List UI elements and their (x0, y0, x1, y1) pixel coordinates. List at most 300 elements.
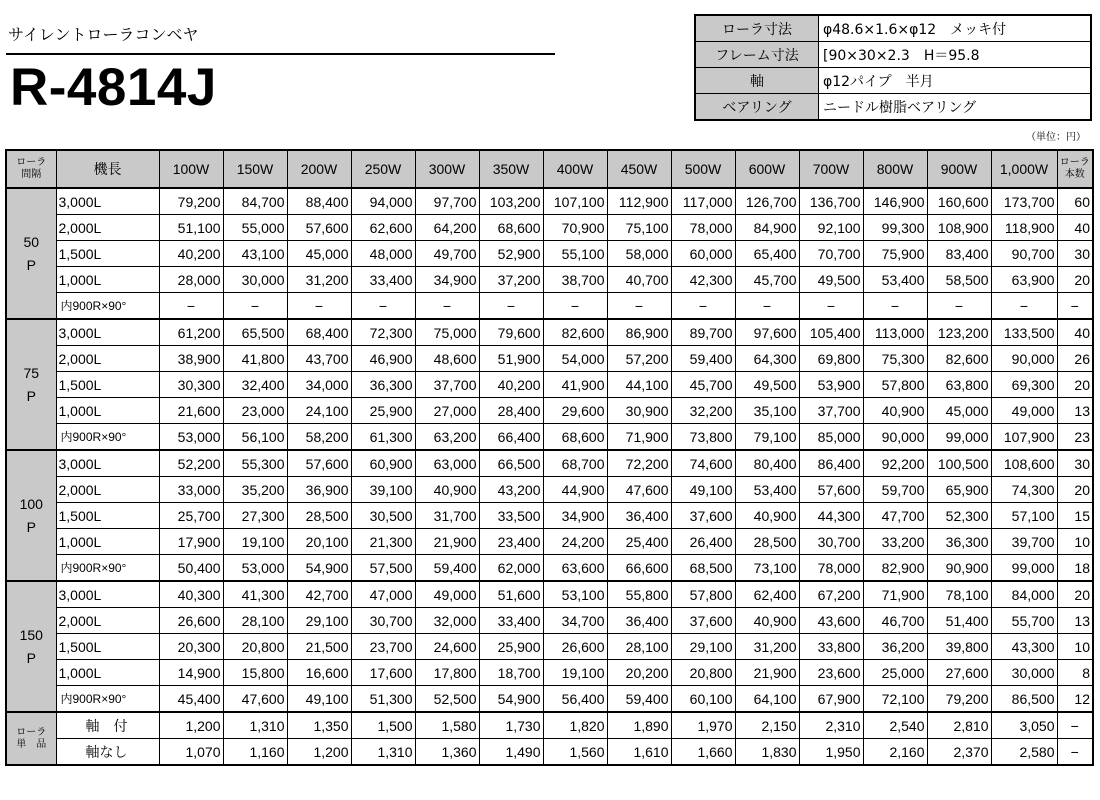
price-cell: 80,400 (735, 450, 799, 477)
price-cell: 27,000 (415, 398, 479, 424)
price-cell: − (607, 293, 671, 320)
row-length: 3,000L (56, 450, 159, 477)
pitch-group-label: 100 P (6, 450, 56, 581)
price-cell: 45,700 (671, 372, 735, 398)
row-length: 1,000L (56, 529, 159, 555)
price-cell: 18,700 (479, 660, 543, 686)
header-width: 600W (735, 150, 799, 188)
price-cell: 31,200 (735, 634, 799, 660)
price-cell: − (799, 293, 863, 320)
price-cell: 97,600 (735, 319, 799, 346)
price-cell: 82,600 (927, 346, 991, 372)
price-cell: 37,200 (479, 267, 543, 293)
price-cell: 2,160 (863, 739, 927, 766)
price-cell: 40,900 (415, 477, 479, 503)
row-length: 1,000L (56, 660, 159, 686)
title-underline (6, 53, 555, 55)
price-cell: 1,610 (607, 739, 671, 766)
price-cell: 33,500 (479, 503, 543, 529)
price-cell: 84,900 (735, 215, 799, 241)
price-cell: 40,200 (159, 241, 223, 267)
price-cell: 99,300 (863, 215, 927, 241)
price-cell: 68,400 (287, 319, 351, 346)
price-cell: 38,700 (543, 267, 607, 293)
price-cell: 25,700 (159, 503, 223, 529)
price-cell: 92,200 (863, 450, 927, 477)
price-cell: 51,300 (351, 686, 415, 713)
price-cell: 1,660 (671, 739, 735, 766)
price-cell: 52,200 (159, 450, 223, 477)
price-cell: 57,600 (799, 477, 863, 503)
price-cell: 54,900 (479, 686, 543, 713)
price-cell: 3,050 (991, 712, 1057, 739)
roller-count: 18 (1057, 555, 1093, 582)
spec-value: [90×30×2.3 H＝95.8 (819, 42, 1092, 68)
price-cell: 28,100 (607, 634, 671, 660)
price-cell: 74,300 (991, 477, 1057, 503)
price-cell: 41,800 (223, 346, 287, 372)
price-cell: 45,000 (287, 241, 351, 267)
roller-count: 12 (1057, 686, 1093, 713)
price-cell: 60,000 (671, 241, 735, 267)
roller-count: − (1057, 739, 1093, 766)
price-cell: 20,200 (607, 660, 671, 686)
price-cell: 61,200 (159, 319, 223, 346)
price-cell: 75,900 (863, 241, 927, 267)
price-cell: 29,100 (287, 608, 351, 634)
row-length: 内900R×90° (56, 686, 159, 713)
price-cell: 35,100 (735, 398, 799, 424)
price-cell: 44,100 (607, 372, 671, 398)
price-cell: 65,400 (735, 241, 799, 267)
spec-value: ニードル樹脂ベアリング (819, 94, 1092, 121)
price-cell: 55,700 (991, 608, 1057, 634)
price-cell: 53,400 (735, 477, 799, 503)
price-cell: 160,600 (927, 188, 991, 215)
price-cell: 67,200 (799, 581, 863, 608)
price-cell: 1,490 (479, 739, 543, 766)
price-cell: 62,400 (735, 581, 799, 608)
roller-count: 23 (1057, 424, 1093, 451)
price-cell: 52,500 (415, 686, 479, 713)
price-cell: 58,200 (287, 424, 351, 451)
spec-value: φ48.6×1.6×φ12 メッキ付 (819, 15, 1092, 42)
table-row (6, 608, 1093, 634)
price-cell: 1,580 (415, 712, 479, 739)
price-cell: 43,600 (799, 608, 863, 634)
price-cell: 59,700 (863, 477, 927, 503)
price-cell: 103,200 (479, 188, 543, 215)
price-cell: 63,900 (991, 267, 1057, 293)
price-cell: 40,200 (479, 372, 543, 398)
price-cell: 24,600 (415, 634, 479, 660)
price-cell: 73,100 (735, 555, 799, 582)
price-cell: 69,300 (991, 372, 1057, 398)
price-cell: − (863, 293, 927, 320)
price-cell: − (991, 293, 1057, 320)
price-cell: 79,200 (159, 188, 223, 215)
price-cell: 49,500 (735, 372, 799, 398)
row-length: 3,000L (56, 188, 159, 215)
price-cell: 30,000 (223, 267, 287, 293)
price-cell: 63,600 (543, 555, 607, 582)
price-cell: 21,900 (735, 660, 799, 686)
price-cell: 2,810 (927, 712, 991, 739)
pitch-group-label: 75 P (6, 319, 56, 450)
price-cell: 1,070 (159, 739, 223, 766)
price-cell: 78,100 (927, 581, 991, 608)
price-cell: 55,100 (543, 241, 607, 267)
price-cell: 105,400 (799, 319, 863, 346)
price-cell: 1,360 (415, 739, 479, 766)
row-length: 内900R×90° (56, 424, 159, 451)
price-cell: 35,200 (223, 477, 287, 503)
price-cell: 28,500 (287, 503, 351, 529)
price-cell: 1,970 (671, 712, 735, 739)
price-cell: 23,400 (479, 529, 543, 555)
price-cell: 23,700 (351, 634, 415, 660)
price-cell: 20,100 (287, 529, 351, 555)
price-cell: − (287, 293, 351, 320)
price-cell: 86,500 (991, 686, 1057, 713)
price-cell: 17,800 (415, 660, 479, 686)
header-width: 400W (543, 150, 607, 188)
table-row (6, 477, 1093, 503)
spec-key: ローラ寸法 (695, 15, 819, 42)
price-cell: − (415, 293, 479, 320)
spec-row-shaft (695, 68, 1091, 94)
row-length: 1,000L (56, 398, 159, 424)
row-length: 2,000L (56, 608, 159, 634)
price-cell: 37,600 (671, 503, 735, 529)
price-cell: 30,300 (159, 372, 223, 398)
price-cell: 78,000 (799, 555, 863, 582)
price-cell: 70,900 (543, 215, 607, 241)
price-cell: 39,100 (351, 477, 415, 503)
price-cell: 68,700 (543, 450, 607, 477)
price-cell: 99,000 (991, 555, 1057, 582)
price-cell: 57,600 (287, 450, 351, 477)
price-cell: 83,400 (927, 241, 991, 267)
price-cell: 71,900 (863, 581, 927, 608)
price-cell: 53,100 (543, 581, 607, 608)
price-cell: 90,700 (991, 241, 1057, 267)
price-cell: 72,100 (863, 686, 927, 713)
price-cell: 92,100 (799, 215, 863, 241)
table-row (6, 686, 1093, 713)
price-cell: 57,500 (351, 555, 415, 582)
price-cell: 26,600 (159, 608, 223, 634)
price-cell: 50,400 (159, 555, 223, 582)
price-cell: 20,800 (223, 634, 287, 660)
price-cell: 55,300 (223, 450, 287, 477)
spec-row-bearing (695, 94, 1091, 121)
price-cell: 31,700 (415, 503, 479, 529)
price-cell: 82,900 (863, 555, 927, 582)
price-cell: 56,400 (543, 686, 607, 713)
price-cell: 32,200 (671, 398, 735, 424)
price-cell: 90,900 (927, 555, 991, 582)
roller-count: 10 (1057, 529, 1093, 555)
row-length: 2,000L (56, 346, 159, 372)
spec-row-roller (695, 15, 1091, 42)
price-cell: 40,300 (159, 581, 223, 608)
price-cell: 57,100 (991, 503, 1057, 529)
price-cell: 16,600 (287, 660, 351, 686)
price-cell: 52,300 (927, 503, 991, 529)
header-roller-count: ローラ 本数 (1057, 150, 1093, 188)
price-cell: 29,600 (543, 398, 607, 424)
price-cell: 47,000 (351, 581, 415, 608)
price-cell: 25,000 (863, 660, 927, 686)
price-cell: 41,900 (543, 372, 607, 398)
pitch-group-label: 150 P (6, 581, 56, 712)
price-cell: 64,300 (735, 346, 799, 372)
table-row (6, 581, 1093, 608)
price-cell: 45,700 (735, 267, 799, 293)
price-cell: 36,300 (351, 372, 415, 398)
price-cell: 1,350 (287, 712, 351, 739)
price-cell: 68,500 (671, 555, 735, 582)
price-cell: 17,600 (351, 660, 415, 686)
price-cell: 108,900 (927, 215, 991, 241)
price-cell: 75,100 (607, 215, 671, 241)
price-cell: 47,600 (607, 477, 671, 503)
price-cell: 34,900 (543, 503, 607, 529)
header-width: 300W (415, 150, 479, 188)
spec-key: 軸 (695, 68, 819, 94)
price-cell: 58,500 (927, 267, 991, 293)
price-cell: 1,730 (479, 712, 543, 739)
price-cell: 173,700 (991, 188, 1057, 215)
price-cell: 36,200 (863, 634, 927, 660)
price-cell: 1,160 (223, 739, 287, 766)
price-cell: 36,400 (607, 503, 671, 529)
price-cell: 49,100 (287, 686, 351, 713)
price-cell: 51,900 (479, 346, 543, 372)
price-cell: 118,900 (991, 215, 1057, 241)
price-cell: 53,000 (223, 555, 287, 582)
price-cell: 30,000 (991, 660, 1057, 686)
price-cell: 100,500 (927, 450, 991, 477)
price-cell: 34,700 (543, 608, 607, 634)
price-cell: 133,500 (991, 319, 1057, 346)
price-cell: − (927, 293, 991, 320)
price-cell: 59,400 (415, 555, 479, 582)
price-cell: − (543, 293, 607, 320)
table-row (6, 503, 1093, 529)
row-length: 2,000L (56, 477, 159, 503)
header-width: 800W (863, 150, 927, 188)
price-cell: 57,800 (671, 581, 735, 608)
price-cell: 65,500 (223, 319, 287, 346)
price-cell: 1,200 (287, 739, 351, 766)
price-cell: 53,000 (159, 424, 223, 451)
price-cell: 75,000 (415, 319, 479, 346)
price-cell: 69,800 (799, 346, 863, 372)
price-cell: 49,000 (991, 398, 1057, 424)
price-cell: 32,000 (415, 608, 479, 634)
roller-count: 20 (1057, 581, 1093, 608)
price-cell: 61,300 (351, 424, 415, 451)
price-cell: 33,800 (799, 634, 863, 660)
price-cell: 30,700 (351, 608, 415, 634)
price-cell: 1,890 (607, 712, 671, 739)
roller-count: 20 (1057, 477, 1093, 503)
price-cell: 78,000 (671, 215, 735, 241)
price-cell: 25,900 (479, 634, 543, 660)
roller-count: 30 (1057, 450, 1093, 477)
price-cell: 1,950 (799, 739, 863, 766)
price-cell: 113,000 (863, 319, 927, 346)
header-width: 250W (351, 150, 415, 188)
table-row (6, 555, 1093, 582)
price-cell: 34,900 (415, 267, 479, 293)
price-cell: 43,700 (287, 346, 351, 372)
table-row (6, 188, 1093, 215)
header-length: 機長 (56, 150, 159, 188)
price-cell: 31,200 (287, 267, 351, 293)
price-cell: 56,100 (223, 424, 287, 451)
price-cell: 15,800 (223, 660, 287, 686)
row-length: 1,500L (56, 372, 159, 398)
price-cell: 40,900 (735, 608, 799, 634)
price-cell: 52,900 (479, 241, 543, 267)
price-cell: 108,600 (991, 450, 1057, 477)
price-cell: 39,700 (991, 529, 1057, 555)
price-cell: 63,200 (415, 424, 479, 451)
row-length: 1,500L (56, 634, 159, 660)
price-cell: 25,900 (351, 398, 415, 424)
spec-key: フレーム寸法 (695, 42, 819, 68)
price-cell: 64,200 (415, 215, 479, 241)
price-cell: 24,100 (287, 398, 351, 424)
price-cell: − (223, 293, 287, 320)
price-cell: 79,600 (479, 319, 543, 346)
table-row (6, 739, 1093, 766)
price-cell: 59,400 (607, 686, 671, 713)
price-cell: 82,600 (543, 319, 607, 346)
table-row (6, 450, 1093, 477)
price-cell: − (479, 293, 543, 320)
pitch-group-label: 50 P (6, 188, 56, 319)
price-cell: 66,600 (607, 555, 671, 582)
price-cell: 33,400 (351, 267, 415, 293)
roller-count: 20 (1057, 372, 1093, 398)
unit-note: （単位：円） (1026, 132, 1086, 143)
roller-count: 40 (1057, 215, 1093, 241)
price-cell: 53,400 (863, 267, 927, 293)
price-cell: 2,370 (927, 739, 991, 766)
roller-count: − (1057, 293, 1093, 320)
roller-count: − (1057, 712, 1093, 739)
price-cell: 55,800 (607, 581, 671, 608)
price-cell: 2,310 (799, 712, 863, 739)
price-cell: 49,000 (415, 581, 479, 608)
row-length: 内900R×90° (56, 555, 159, 582)
price-cell: 20,300 (159, 634, 223, 660)
price-cell: 1,310 (351, 739, 415, 766)
price-cell: 97,700 (415, 188, 479, 215)
price-cell: 79,100 (735, 424, 799, 451)
price-cell: 63,800 (927, 372, 991, 398)
price-cell: 33,400 (479, 608, 543, 634)
price-cell: 88,400 (287, 188, 351, 215)
row-length: 1,000L (56, 267, 159, 293)
price-cell: 19,100 (543, 660, 607, 686)
roller-count: 10 (1057, 634, 1093, 660)
price-cell: 48,600 (415, 346, 479, 372)
price-cell: 146,900 (863, 188, 927, 215)
row-length: 3,000L (56, 319, 159, 346)
price-cell: 28,500 (735, 529, 799, 555)
price-cell: 57,200 (607, 346, 671, 372)
price-cell: 123,200 (927, 319, 991, 346)
roller-count: 60 (1057, 188, 1093, 215)
price-cell: 1,500 (351, 712, 415, 739)
price-cell: 60,100 (671, 686, 735, 713)
price-cell: 43,300 (991, 634, 1057, 660)
table-row (6, 346, 1093, 372)
row-length: 1,500L (56, 503, 159, 529)
price-cell: 75,300 (863, 346, 927, 372)
price-cell: 2,580 (991, 739, 1057, 766)
price-cell: 68,600 (543, 424, 607, 451)
price-cell: 117,000 (671, 188, 735, 215)
table-row (6, 372, 1093, 398)
price-cell: 48,000 (351, 241, 415, 267)
price-cell: 71,900 (607, 424, 671, 451)
price-cell: 36,400 (607, 608, 671, 634)
price-cell: 70,700 (799, 241, 863, 267)
spec-row-frame (695, 42, 1091, 68)
price-cell: 30,900 (607, 398, 671, 424)
price-cell: 34,000 (287, 372, 351, 398)
price-cell: 57,800 (863, 372, 927, 398)
price-cell: 73,800 (671, 424, 735, 451)
price-cell: 49,500 (799, 267, 863, 293)
header-width: 700W (799, 150, 863, 188)
price-cell: 44,900 (543, 477, 607, 503)
row-length: 軸 付 (56, 712, 159, 739)
price-cell: 33,000 (159, 477, 223, 503)
price-cell: 21,900 (415, 529, 479, 555)
price-cell: 24,200 (543, 529, 607, 555)
price-cell: 23,000 (223, 398, 287, 424)
table-row (6, 319, 1093, 346)
price-cell: 54,900 (287, 555, 351, 582)
spec-value: φ12パイプ 半月 (819, 68, 1092, 94)
price-cell: 42,300 (671, 267, 735, 293)
price-cell: 29,100 (671, 634, 735, 660)
header-width: 100W (159, 150, 223, 188)
price-cell: 41,300 (223, 581, 287, 608)
roller-count: 26 (1057, 346, 1093, 372)
row-length: 2,000L (56, 215, 159, 241)
header-width: 450W (607, 150, 671, 188)
price-cell: 84,000 (991, 581, 1057, 608)
price-cell: 94,000 (351, 188, 415, 215)
price-cell: 53,900 (799, 372, 863, 398)
price-cell: 14,900 (159, 660, 223, 686)
price-cell: 19,100 (223, 529, 287, 555)
price-cell: 57,600 (287, 215, 351, 241)
price-cell: 86,400 (799, 450, 863, 477)
price-cell: 44,300 (799, 503, 863, 529)
table-row (6, 293, 1093, 320)
price-cell: 99,000 (927, 424, 991, 451)
price-cell: 67,900 (799, 686, 863, 713)
